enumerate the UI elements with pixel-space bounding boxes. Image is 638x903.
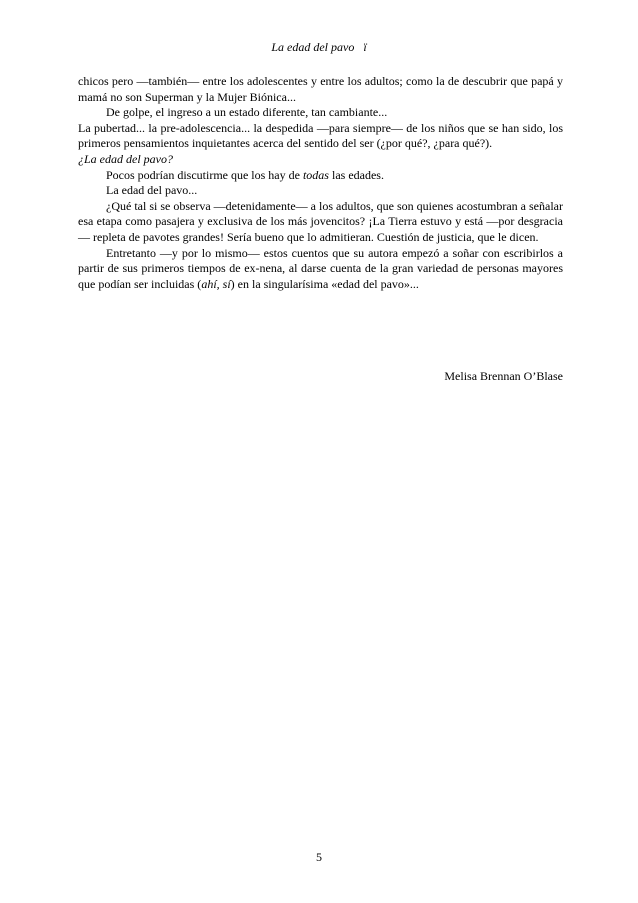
- header-glyph: ï: [363, 40, 367, 54]
- paragraph-pocos-start: Pocos podrían discutirme que los hay de: [106, 167, 303, 182]
- paragraph-de-golpe: De golpe, el ingreso a un estado diferente, tan cambiante...: [106, 105, 388, 120]
- emphasis-todas: todas: [302, 167, 329, 182]
- running-title: La edad del pavo: [271, 40, 355, 54]
- paragraph-continuation: chicos pero —también— entre los adolescentes y entre los adultos; como la de descubrir que papá y mamá no son Superman y la Mujer Biónica...: [78, 74, 563, 104]
- paragraph-pubertad: La pubertad... la pre-adolescencia... la despedida —para siempre— de los niños que se han sido, los primeros pensamientos inquietantes acerca del sentido del ser (¿por qué?, ¿para qué?).: [78, 120, 563, 151]
- paragraph-pocos: [78, 168, 563, 184]
- body-text: [78, 74, 563, 292]
- page-number: 5: [316, 850, 322, 864]
- author-signature: Melisa Brennan O’Blase: [444, 369, 563, 383]
- paragraph-entretanto: [78, 246, 563, 293]
- paragraph-entretanto-end: ) en la singularísima «edad del pavo»...: [230, 276, 419, 291]
- paragraph-pocos-end: las edades.: [328, 167, 384, 182]
- paragraph-edad-del-pavo: La edad del pavo...: [106, 183, 198, 198]
- running-header: [0, 40, 638, 55]
- paragraph-entretanto-start: Entretanto —y por lo mismo— estos cuentos que su autora empezó a soñar con escribirlos a partir de sus primeros tiempos de ex-nena, al darse cuenta de la gran variedad de personas mayores que podían ser incluidas (: [78, 245, 563, 291]
- paragraph-que-tal: ¿Qué tal si se observa —detenidamente— a los adultos, que son quienes acostumbran a señalar esa etapa como pasajera y exclusiva de los más jovencitos? ¡La Tierra estuvo y está —por desgracia— repleta de pavotes grandes! Sería bueno que lo admitieran. Cuestión de justicia, que le dicen.: [78, 198, 563, 244]
- emphasis-ahi-si: ahí, sí: [201, 276, 231, 291]
- question-heading: ¿La edad del pavo?: [78, 151, 173, 166]
